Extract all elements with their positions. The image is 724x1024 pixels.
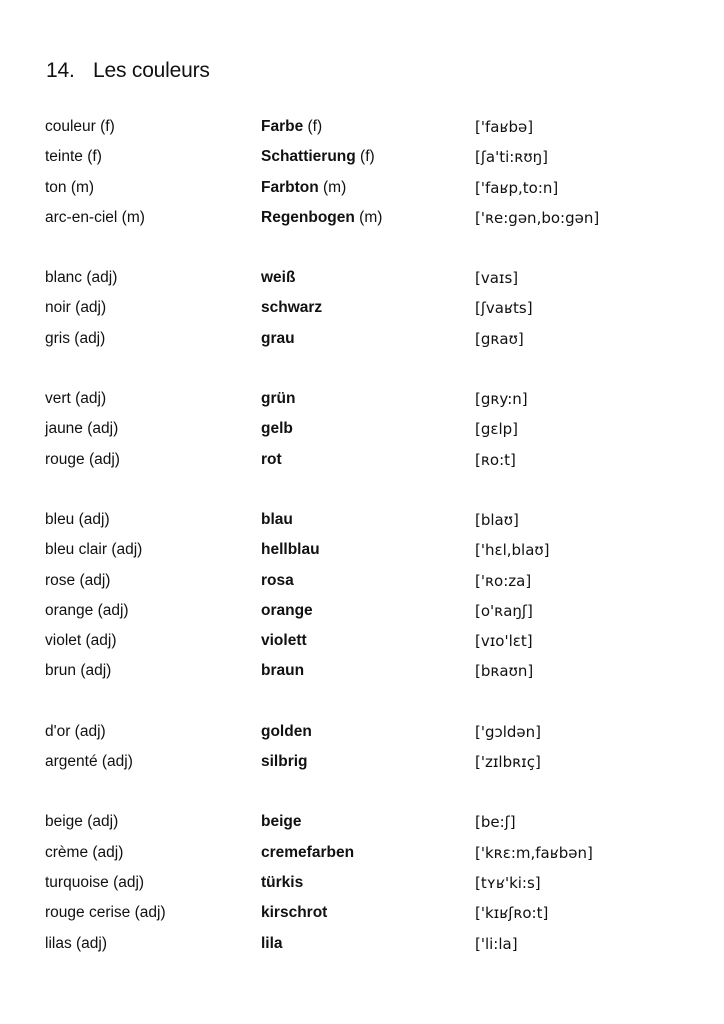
french-term: gris (adj) <box>45 329 106 347</box>
french-term: noir (adj) <box>45 299 107 317</box>
german-word: orange <box>261 601 313 619</box>
pronunciation: [be:ʃ] <box>475 813 516 832</box>
vocab-row <box>45 599 705 629</box>
german-word: gelb <box>261 420 293 438</box>
german-term <box>261 629 307 653</box>
vocab-row <box>45 569 705 599</box>
german-term <box>261 115 322 139</box>
french-term: orange (adj) <box>45 601 129 619</box>
pronunciation: [ʃvaʁts] <box>475 299 533 318</box>
german-term <box>261 720 312 744</box>
pronunciation: ['li:la] <box>475 934 518 953</box>
vocab-group <box>45 266 705 357</box>
french-term: blanc (adj) <box>45 269 118 287</box>
pronunciation: ['faʁbə] <box>475 118 534 136</box>
vocab-row <box>45 932 705 962</box>
vocab-row <box>45 115 705 145</box>
german-word: rosa <box>261 571 294 589</box>
german-word: blau <box>261 510 293 528</box>
german-term <box>261 599 313 623</box>
pronunciation: ['ʀo:za] <box>475 571 532 590</box>
german-term <box>261 569 294 593</box>
french-term: couleur (f) <box>45 118 115 135</box>
german-term <box>261 810 301 834</box>
pronunciation: [gɛlp] <box>475 420 519 439</box>
vocab-row <box>45 659 705 689</box>
pronunciation: ['ʀe:gən,bo:gən] <box>475 208 600 227</box>
vocab-row <box>45 508 705 538</box>
pronunciation: [tʏʁ'ki:s] <box>475 873 541 892</box>
pronunciation: [vɪo'lɛt] <box>475 632 533 651</box>
german-term <box>261 659 304 683</box>
vocab-group <box>45 810 705 961</box>
vocab-group <box>45 387 705 478</box>
french-term: arc-en-ciel (m) <box>45 208 145 226</box>
french-term: vert (adj) <box>45 390 107 408</box>
french-term: rose (adj) <box>45 571 111 589</box>
pronunciation: [blaʊ] <box>475 510 519 529</box>
vocab-row <box>45 266 705 296</box>
vocab-row <box>45 871 705 901</box>
pronunciation: [o'ʀaŋʃ] <box>475 601 533 620</box>
vocab-row <box>45 417 705 447</box>
french-term: lilas (adj) <box>45 934 108 952</box>
german-term <box>261 538 320 562</box>
french-term: crème (adj) <box>45 843 124 861</box>
french-term: ton (m) <box>45 178 95 196</box>
german-word: golden <box>261 722 312 740</box>
german-word: Regenbogen <box>261 208 355 226</box>
german-term <box>261 901 327 925</box>
vocab-row <box>45 145 705 175</box>
vocab-group <box>45 115 705 236</box>
german-word: beige <box>261 813 302 831</box>
pronunciation: [gʀaʊ] <box>475 329 524 348</box>
vocab-row <box>45 901 705 931</box>
vocab-group <box>45 508 705 690</box>
german-term <box>261 206 382 230</box>
vocab-row <box>45 629 705 659</box>
german-word: braun <box>261 662 305 680</box>
vocab-row <box>45 750 705 780</box>
german-gender: (m) <box>318 178 347 196</box>
pronunciation: [bʀaʊn] <box>475 662 534 681</box>
section-title: Les couleurs <box>93 59 210 82</box>
german-gender: (f) <box>303 118 323 135</box>
french-term: bleu clair (adj) <box>45 541 143 559</box>
german-word: türkis <box>261 873 304 891</box>
vocab-row <box>45 448 705 478</box>
french-term: rouge (adj) <box>45 450 120 468</box>
german-term <box>261 841 354 865</box>
german-word: Farbe <box>261 118 304 135</box>
german-word: weiß <box>261 269 296 287</box>
german-term <box>261 750 308 774</box>
german-term <box>261 932 283 956</box>
french-term: turquoise (adj) <box>45 873 145 891</box>
french-term: jaune (adj) <box>45 420 119 438</box>
vocab-row <box>45 296 705 326</box>
pronunciation: ['gɔldən] <box>475 722 542 741</box>
vocabulary-list <box>45 115 705 992</box>
french-term: argenté (adj) <box>45 753 133 771</box>
german-term <box>261 296 322 320</box>
vocab-row <box>45 538 705 568</box>
german-term <box>261 508 293 532</box>
german-term <box>261 871 303 895</box>
pronunciation: ['zɪlbʀɪç] <box>475 753 541 772</box>
pronunciation: [ʀo:t] <box>475 450 516 469</box>
german-word: grün <box>261 390 296 408</box>
french-term: teinte (f) <box>45 148 102 166</box>
german-word: cremefarben <box>261 843 355 861</box>
pronunciation: ['kɪʁʃʀo:t] <box>475 904 549 923</box>
german-word: violett <box>261 632 307 650</box>
vocab-row <box>45 810 705 840</box>
pronunciation: [vaɪs] <box>475 269 519 288</box>
german-term <box>261 145 375 169</box>
pronunciation: [ʃa'ti:ʀʊŋ] <box>475 148 548 167</box>
vocab-group <box>45 720 705 781</box>
german-word: rot <box>261 450 282 468</box>
german-word: schwarz <box>261 299 323 317</box>
page-title <box>46 58 210 84</box>
vocab-row <box>45 327 705 357</box>
vocab-row <box>45 720 705 750</box>
pronunciation: [gʀy:n] <box>475 390 528 409</box>
german-word: kirschrot <box>261 904 328 922</box>
german-term <box>261 327 295 351</box>
german-word: Schattierung <box>261 148 356 166</box>
german-term <box>261 176 346 200</box>
vocab-row <box>45 387 705 417</box>
french-term: violet (adj) <box>45 632 117 650</box>
german-term <box>261 448 282 472</box>
german-gender: (f) <box>355 148 375 166</box>
german-word: lila <box>261 934 283 952</box>
german-gender: (m) <box>354 208 383 226</box>
german-word: Farbton <box>261 178 319 196</box>
german-term <box>261 266 295 290</box>
french-term: brun (adj) <box>45 662 112 680</box>
vocab-row <box>45 841 705 871</box>
french-term: rouge cerise (adj) <box>45 904 166 922</box>
french-term: bleu (adj) <box>45 510 110 528</box>
german-word: silbrig <box>261 753 308 771</box>
german-word: hellblau <box>261 541 320 559</box>
section-number: 14. <box>46 59 75 82</box>
vocab-row <box>45 176 705 206</box>
german-term <box>261 417 293 441</box>
pronunciation: ['faʁp,to:n] <box>475 178 559 197</box>
vocab-row <box>45 206 705 236</box>
german-word: grau <box>261 329 295 347</box>
french-term: d'or (adj) <box>45 722 106 740</box>
pronunciation: ['kʀɛ:m,faʁbən] <box>475 843 593 862</box>
pronunciation: ['hɛl,blaʊ] <box>475 541 550 560</box>
german-term <box>261 387 295 411</box>
french-term: beige (adj) <box>45 813 119 831</box>
